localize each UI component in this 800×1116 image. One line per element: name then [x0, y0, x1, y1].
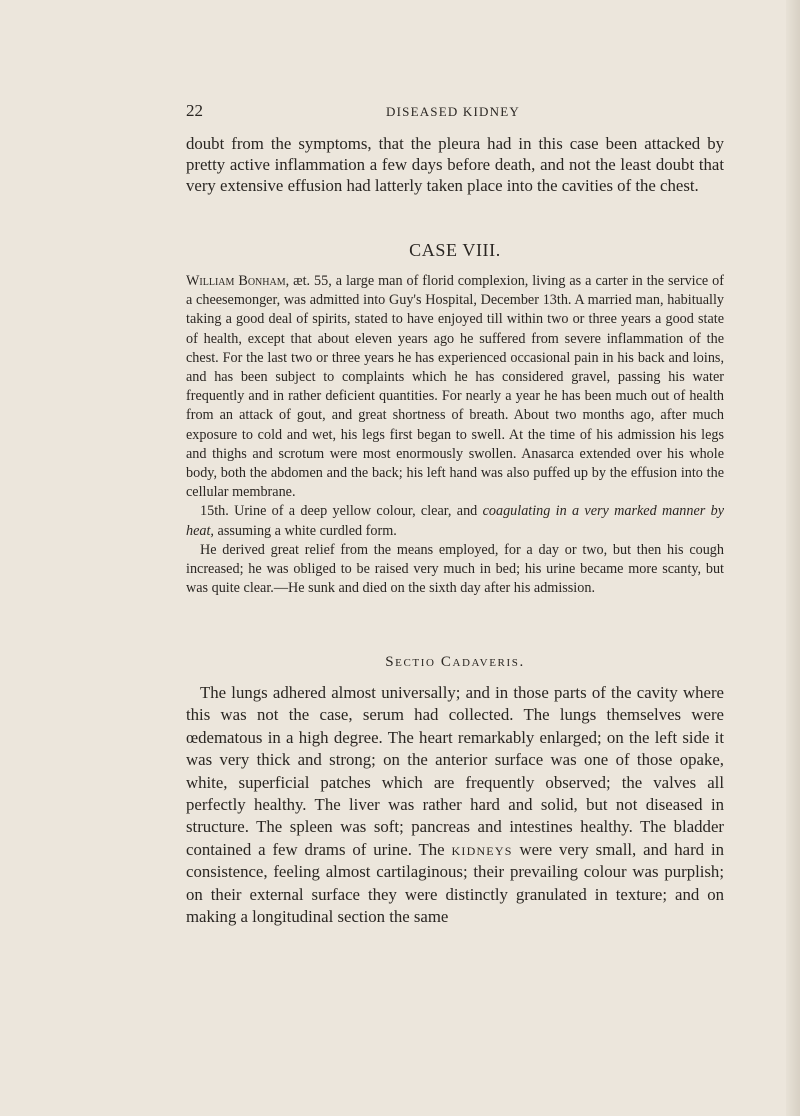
opening-paragraph: doubt from the symptoms, that the pleura had in this case been attacked by pretty active inflammation a few days before death, and not the least doubt that very extensive effusion had latterly taken place into the cavities of the chest.: [186, 134, 724, 195]
sectio-text-after: were very small, and hard in consistence, feeling almost cartilaginous; their prevailing colour was purplish; on their external surface they were distinctly granulated in texture; and on making a longitudinal section the same: [186, 839, 725, 927]
urine-note-emphasis: coagulating in a very marked manner by heat,: [186, 503, 725, 539]
kidneys-word: kidneys: [451, 839, 513, 859]
case-heading: CASE VIII.: [409, 240, 501, 260]
urine-note-suffix: assuming a white curdled form.: [213, 522, 397, 539]
case-body: [186, 272, 724, 598]
page-number: 22: [186, 101, 203, 120]
running-head: [186, 101, 720, 125]
patient-name: William Bonham,: [186, 273, 290, 289]
urine-note-prefix: 15th. Urine of a deep yellow colour, clear, and: [200, 503, 483, 520]
case-history-text: æt. 55, a large man of florid complexion, living as a carter in the service of a cheesemonger, was admitted into Guy's Hospital, December 13th. A married man, habitually taking a good deal of spirits, stated to have enjoyed till within two or three years a good state of health, except that about eleven years ago he suffered from severe inflammation of the chest. For the last two or three years he has experienced occasional pain in his back and loins, and has been subject to complaints which he has considered gravel, passing his water frequently and in rather deficient quantities. For nearly a year he has been much out of health from an attack of gout, and great shortness of breath. About two months ago, after much exposure to cold and wet, his legs first began to swell. At the time of his admission his legs and thighs and scrotum were most enormously swollen. Anasarca extended over his whole body, both the abdomen and the back; his left hand was also puffed up by the effusion into the cellular membrane.: [186, 273, 724, 501]
sectio-heading: Sectio Cadaveris.: [385, 654, 525, 670]
course-paragraph: He derived great relief from the means employed, for a day or two, but then his cough increased; he was obliged to be raised very much in bed; his urine became more scanty, but was quite clear.—He sunk and died on the sixth day after his admission.: [186, 541, 724, 597]
sectio-text-before: The lungs adhered almost universally; and in those parts of the cavity where this was not the case, serum had collected. The lungs themselves were œdematous in a high degree. The heart remarkably enlarged; on the left side it was very thick and strong; on the anterior surface was one of those opake, white, superficial patches which are frequently observed; the valves all perfectly healthy. The liver was rather hard and solid, but not diseased in structure. The spleen was soft; pancreas and intestines healthy. The bladder contained a few drams of urine. The: [186, 683, 724, 859]
page-edge: [786, 0, 800, 1116]
sectio-body: [186, 682, 724, 928]
urine-note-paragraph: [186, 502, 724, 540]
case-history-paragraph: [186, 272, 724, 502]
sectio-paragraph: [186, 682, 724, 928]
header-title: DISEASED KIDNEY: [386, 104, 520, 119]
